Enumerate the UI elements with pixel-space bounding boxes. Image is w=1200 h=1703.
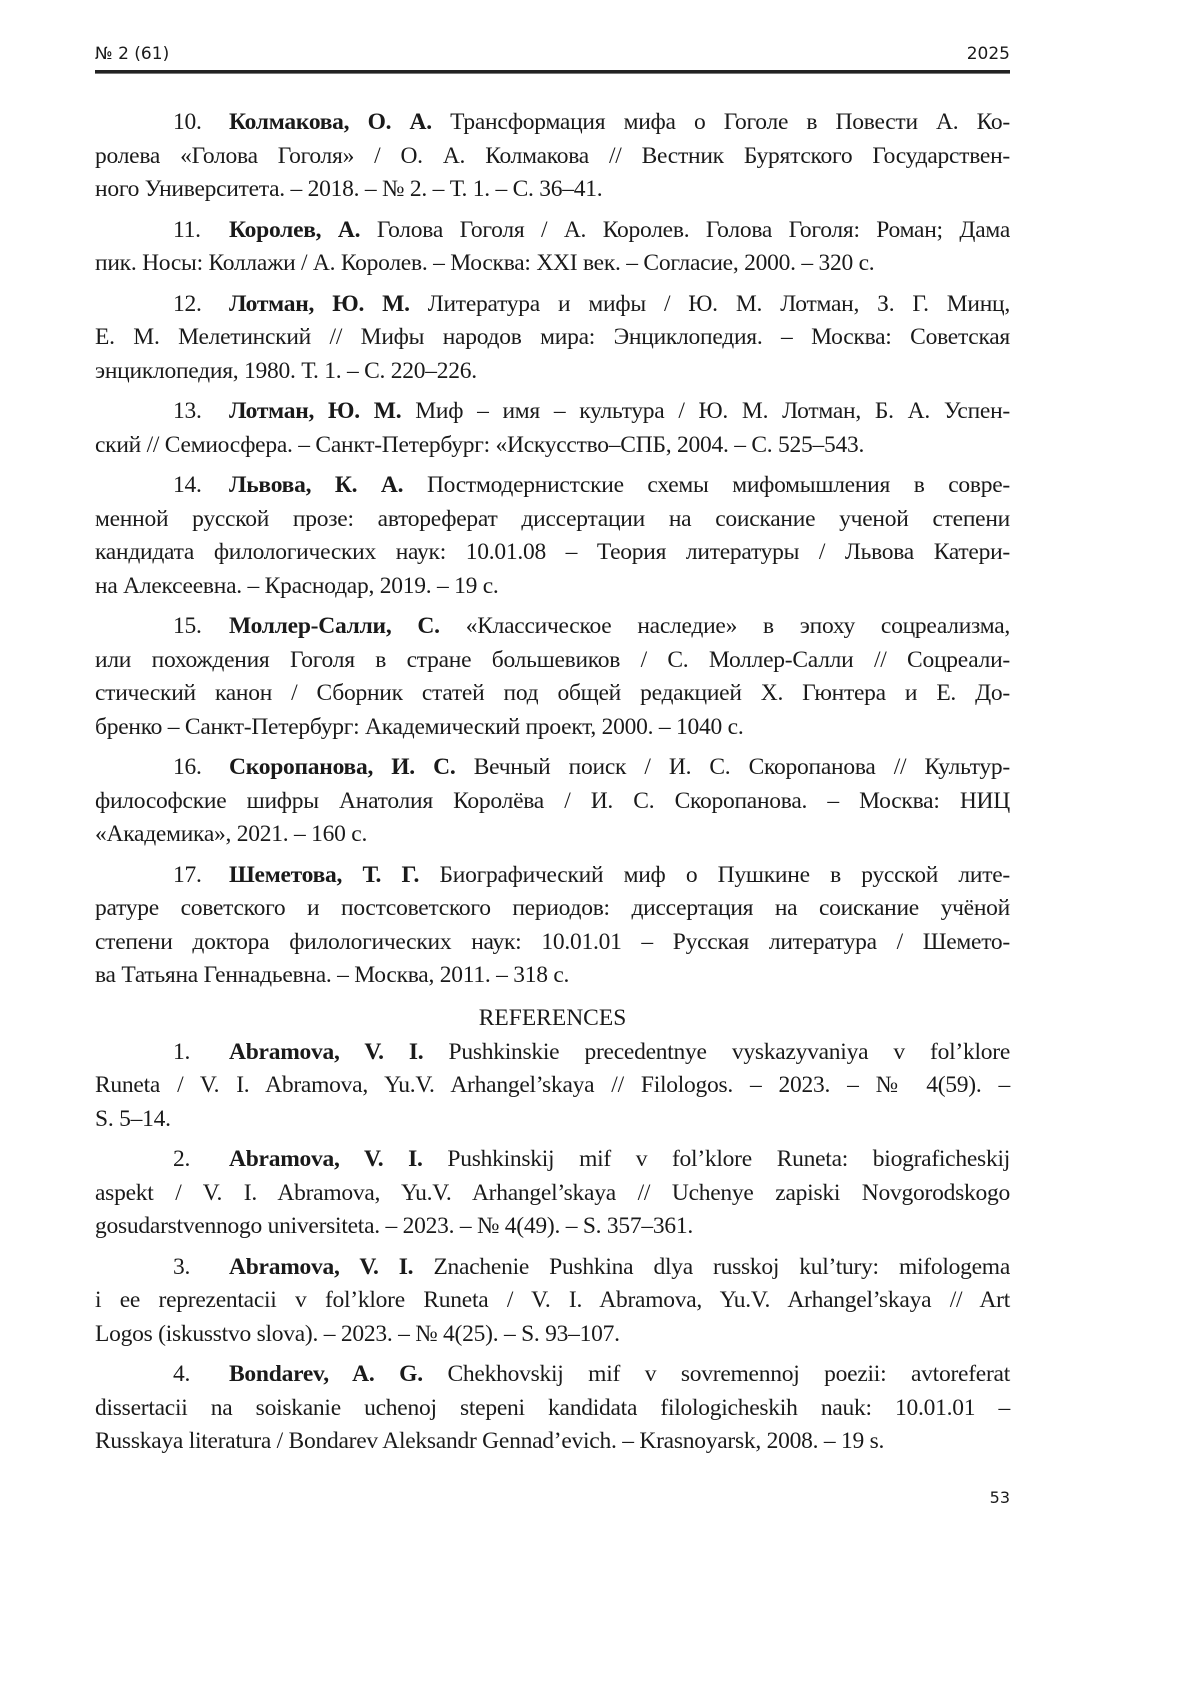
reference-line bbox=[95, 1036, 1010, 1070]
reference-line bbox=[95, 1284, 1010, 1318]
reference-line bbox=[95, 1318, 1010, 1352]
reference-author: Лотман, Ю. М. bbox=[229, 290, 410, 317]
reference-text: степени доктора филологических наук: 10.01.01 – Русская литература / Шемето- bbox=[95, 928, 1010, 955]
reference-text: aspekt / V. I. Abramova, Yu.V. Arhangel’skaya // Uchenye zapiski Novgorodskogo bbox=[95, 1179, 1010, 1206]
reference-author: Скоропанова, И. С. bbox=[229, 754, 456, 780]
bibliography bbox=[95, 106, 1010, 1466]
reference-entry bbox=[95, 859, 1010, 993]
reference-number: 15. bbox=[173, 613, 202, 639]
reference-line bbox=[95, 892, 1010, 926]
reference-text: Pushkinskie precedentnye vyskazyvaniya v fol’klore bbox=[448, 1038, 1011, 1065]
header-rule bbox=[95, 70, 1010, 74]
references-ru bbox=[95, 106, 1010, 993]
reference-line bbox=[95, 677, 1010, 711]
issue-number: № 2 (61) bbox=[95, 44, 170, 64]
running-header bbox=[95, 44, 1010, 64]
reference-line bbox=[95, 926, 1010, 960]
reference-line bbox=[95, 751, 1010, 785]
reference-entry bbox=[95, 288, 1010, 389]
reference-text: кандидата филологических наук: 10.01.08 – Теория литературы / Львова Катери- bbox=[95, 539, 1010, 565]
reference-text: пик. Носы: Коллажи / А. Королев. – Москва: XXI век. – Согласие, 2000. – 320 с. bbox=[95, 250, 875, 276]
reference-text: gosudarstvennogo universiteta. – 2023. – № 4(49). – S. 357–361. bbox=[95, 1213, 694, 1239]
reference-line bbox=[95, 1425, 1010, 1459]
reference-entry bbox=[95, 1143, 1010, 1244]
reference-author: Львова, К. А. bbox=[229, 472, 404, 498]
reference-text: ва Татьяна Геннадьевна. – Москва, 2011. – 318 с. bbox=[95, 962, 570, 988]
reference-text: стический канон / Сборник статей под общей редакцией Х. Гюнтера и Е. До- bbox=[95, 680, 1010, 706]
reference-number: 10. bbox=[173, 109, 202, 135]
reference-text: бренко – Санкт-Петербург: Академический проект, 2000. – 1040 с. bbox=[95, 713, 744, 740]
reference-text: Литература и мифы / Ю. М. Лотман, З. Г. Минц, bbox=[427, 290, 1011, 317]
reference-entry bbox=[95, 1251, 1010, 1352]
reference-text: Logos (iskusstvo slova). – 2023. – № 4(25). – S. 93–107. bbox=[95, 1320, 620, 1347]
reference-number: 14. bbox=[173, 472, 202, 498]
reference-entry bbox=[95, 395, 1010, 462]
reference-entry bbox=[95, 610, 1010, 744]
reference-text: менной русской прозе: автореферат диссертации на соискание ученой степени bbox=[95, 505, 1010, 532]
reference-text: Pushkinskij mif v fol’klore Runeta: biograficheskij bbox=[447, 1146, 1010, 1172]
reference-text: ного Университета. – 2018. – № 2. – Т. 1. – С. 36–41. bbox=[95, 176, 603, 202]
reference-entry bbox=[95, 1036, 1010, 1137]
reference-text: Е. М. Мелетинский // Мифы народов мира: Энциклопедия. – Москва: Советская bbox=[95, 324, 1010, 350]
reference-entry bbox=[95, 751, 1010, 852]
reference-number: 2. bbox=[173, 1146, 191, 1172]
reference-line bbox=[95, 214, 1010, 248]
reference-text: философские шифры Анатолия Королёва / И. С. Скоропанова. – Москва: НИЦ bbox=[95, 787, 1010, 814]
reference-text: Постмодернистские схемы мифомышления в совре- bbox=[426, 472, 1010, 498]
reference-text: «Академика», 2021. – 160 с. bbox=[95, 821, 368, 847]
reference-text: Chekhovskij mif v sovremennoj poezii: avtoreferat bbox=[447, 1361, 1010, 1387]
reference-text: Миф – имя – культура / Ю. М. Лотман, Б. А. Успен- bbox=[415, 398, 1011, 424]
reference-author: Колмакова, О. А. bbox=[229, 109, 432, 135]
reference-author: Лотман, Ю. М. bbox=[229, 398, 402, 424]
reference-text: Биографический миф о Пушкине в русской лите- bbox=[439, 861, 1011, 888]
reference-entry bbox=[95, 106, 1010, 207]
reference-line bbox=[95, 288, 1010, 322]
reference-text: i ee reprezentacii v fol’klore Runeta / V. I. Abramova, Yu.V. Arhangel’skaya // Art bbox=[95, 1287, 1010, 1313]
reference-line bbox=[95, 1069, 1010, 1103]
reference-line bbox=[95, 503, 1010, 537]
reference-text: Runeta / V. I. Abramova, Yu.V. Arhangel’skaya // Filologos. – 2023. – № 4(59). – bbox=[95, 1072, 1010, 1098]
reference-line bbox=[95, 395, 1010, 429]
reference-text: ский // Семиосфера. – Санкт-Петербург: «Искусство–СПБ, 2004. – С. 525–543. bbox=[95, 431, 865, 458]
reference-text: Russkaya literatura / Bondarev Aleksandr Gennad’evich. – Krasnoyarsk, 2008. – 19 s. bbox=[95, 1428, 885, 1454]
reference-line bbox=[95, 610, 1010, 644]
reference-text: «Классическое наследие» в эпоху соцреализма, bbox=[465, 613, 1011, 639]
reference-author: Bondarev, A. G. bbox=[229, 1361, 423, 1387]
references-heading: REFERENCES bbox=[478, 1004, 627, 1031]
reference-line bbox=[95, 570, 1010, 604]
reference-line bbox=[95, 106, 1010, 140]
reference-line bbox=[95, 173, 1010, 207]
reference-line bbox=[95, 785, 1010, 819]
reference-number: 13. bbox=[173, 398, 202, 424]
reference-line bbox=[95, 321, 1010, 355]
reference-line bbox=[95, 355, 1010, 389]
reference-text: Трансформация мифа о Гоголе в Повести А. Ко- bbox=[450, 109, 1010, 135]
reference-line bbox=[95, 859, 1010, 893]
reference-line bbox=[95, 1103, 1010, 1137]
reference-number: 17. bbox=[173, 861, 202, 888]
reference-line bbox=[95, 469, 1010, 503]
reference-entry bbox=[95, 1358, 1010, 1459]
reference-text: на Алексеевна. – Краснодар, 2019. – 19 с. bbox=[95, 572, 499, 599]
reference-text: Znachenie Pushkina dlya russkoj kul’tury: mifologema bbox=[433, 1253, 1010, 1280]
reference-line bbox=[95, 536, 1010, 570]
reference-text: ролева «Голова Гоголя» / О. А. Колмакова // Вестник Бурятского Государствен- bbox=[95, 142, 1010, 169]
reference-line bbox=[95, 1392, 1010, 1426]
references-en bbox=[95, 1036, 1010, 1459]
reference-number: 11. bbox=[173, 216, 201, 243]
reference-text: энциклопедия, 1980. Т. 1. – С. 220–226. bbox=[95, 357, 477, 384]
reference-line bbox=[95, 247, 1010, 281]
reference-author: Шеметова, Т. Г. bbox=[229, 861, 420, 888]
reference-author: Моллер-Салли, С. bbox=[229, 613, 440, 639]
reference-line bbox=[95, 140, 1010, 174]
reference-line bbox=[95, 818, 1010, 852]
reference-author: Abramova, V. I. bbox=[229, 1146, 423, 1172]
reference-text: Голова Гоголя / А. Королев. Голова Гоголя: Роман; Дама bbox=[376, 216, 1011, 243]
reference-author: Abramova, V. I. bbox=[229, 1253, 414, 1280]
reference-number: 16. bbox=[173, 754, 202, 780]
reference-author: Abramova, V. I. bbox=[229, 1038, 424, 1065]
reference-line bbox=[95, 1358, 1010, 1392]
reference-line bbox=[95, 1177, 1010, 1211]
reference-line bbox=[95, 644, 1010, 678]
reference-entry bbox=[95, 469, 1010, 603]
reference-text: ратуре советского и постсоветского периодов: диссертация на соискание учёной bbox=[95, 895, 1010, 921]
reference-number: 12. bbox=[173, 290, 202, 317]
page-number: 53 bbox=[989, 1488, 1010, 1507]
reference-text: или похождения Гоголя в стране большевиков / С. Моллер-Салли // Соцреали- bbox=[95, 646, 1010, 673]
reference-line bbox=[95, 959, 1010, 993]
reference-line bbox=[95, 1210, 1010, 1244]
reference-text: dissertacii na soiskanie uchenoj stepeni kandidata filologicheskih nauk: 10.01.01 – bbox=[95, 1394, 1010, 1421]
reference-line bbox=[95, 1143, 1010, 1177]
reference-line bbox=[95, 711, 1010, 745]
reference-number: 1. bbox=[173, 1038, 191, 1065]
reference-text: S. 5–14. bbox=[95, 1105, 171, 1132]
year: 2025 bbox=[966, 44, 1010, 64]
reference-number: 4. bbox=[173, 1361, 191, 1387]
reference-line bbox=[95, 429, 1010, 463]
reference-entry bbox=[95, 214, 1010, 281]
reference-number: 3. bbox=[173, 1253, 191, 1280]
reference-author: Королев, А. bbox=[229, 216, 361, 243]
reference-line bbox=[95, 1251, 1010, 1285]
reference-text: Вечный поиск / И. С. Скоропанова // Культур- bbox=[473, 754, 1010, 780]
